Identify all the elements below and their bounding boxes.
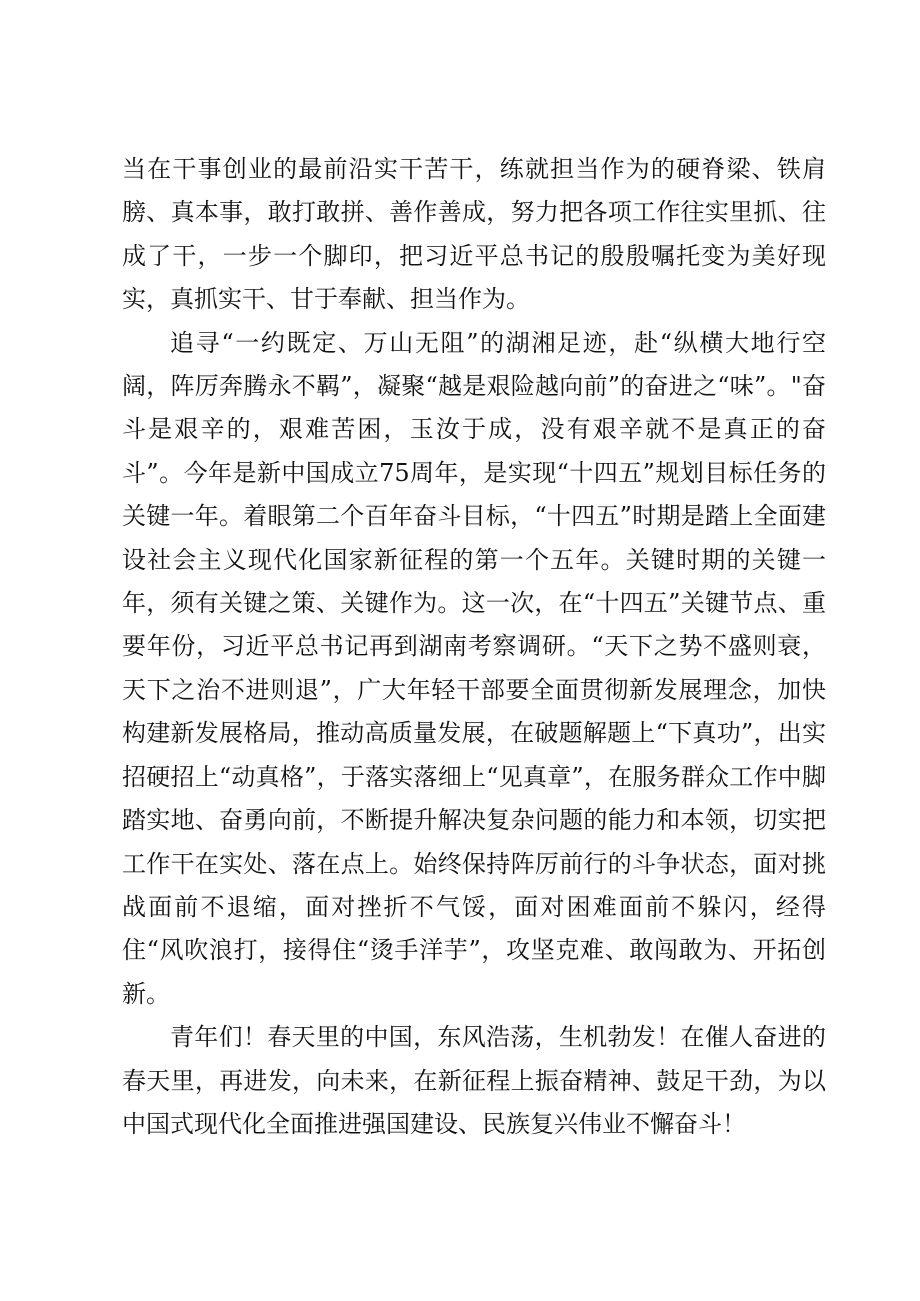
- paragraph-closing: 青年们！春天里的中国，东风浩荡，生机勃发！在催人奋进的春天里，再进发，向未来，在新征程上振奋精神、鼓足干劲，为以中国式现代化全面推进强国建设、民族复兴伟业不懈奋斗！: [122, 1023, 826, 1138]
- paragraph-hunan-footsteps: 追寻“一约既定、万山无阻”的湖湘足迹，赴“纵横大地行空阔，阵厉奔腾永不羁”，凝聚“越是艰险越向前”的奋进之“味”。"奋斗是艰辛的，艰难苦困，玉汝于成，没有艰辛就不是真正的奋斗”。今年是新中国成立75周年，是实现“十四五”规划目标任务的关键一年。着眼第二个百年奋斗目标，“十四五”时期是踏上全面建设社会主义现代化国家新征程的第一个五年。关键时期的关键一年，须有关键之策、关键作为。这一次，在“十四五”关键节点、重要年份，习近平总书记再到湖南考察调研。“天下之势不盛则衰，天下之治不进则退”，广大年轻干部要全面贯彻新发展理念，加快构建新发展格局，推动高质量发展，在破题解题上“下真功”，出实招硬招上“动真格”，于落实落细上“见真章”，在服务群众工作中脚踏实地、奋勇向前，不断提升解决复杂问题的能力和本领，切实把工作干在实处、落在点上。始终保持阵厉前行的斗争状态，面对挑战面前不退缩，面对挫折不气馁，面对困难面前不躲闪，经得住“风吹浪打，接得住“烫手洋芋”，攻坚克难、敢闯敢为、开拓创新。: [122, 328, 826, 1008]
- paragraph-continuation: 当在干事创业的最前沿实干苦干，练就担当作为的硬脊梁、铁肩膀、真本事，敢打敢拼、善作善成，努力把各项工作往实里抓、往成了干，一步一个脚印，把习近平总书记的殷殷嘱托变为美好现实，真抓实干、甘于奉献、担当作为。: [122, 155, 826, 314]
- document-body: [122, 148, 826, 1146]
